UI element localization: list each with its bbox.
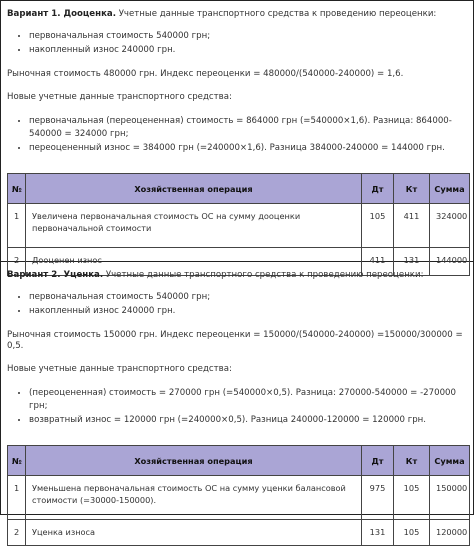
row-sum: 120000 bbox=[430, 520, 470, 546]
list-item: • первоначальная стоимость 540000 грн; bbox=[29, 291, 467, 304]
variant-2-new-list bbox=[7, 387, 467, 427]
row-debit: 105 bbox=[362, 204, 394, 248]
list-item: • накопленный износ 240000 грн. bbox=[29, 305, 467, 318]
row-number: 2 bbox=[8, 248, 26, 276]
row-credit: 105 bbox=[394, 476, 430, 520]
row-number: 1 bbox=[8, 476, 26, 520]
list-item: • переоцененный износ = 384000 грн (=240000×1,6). Разница 384000-240000 = 144000 грн. bbox=[29, 142, 467, 155]
list-item: • (переоцененная) стоимость = 270000 грн (=540000×0,5). Разница: 270000-540000 = -270000 грн; bbox=[29, 387, 467, 413]
col-header-credit: Кт bbox=[394, 446, 430, 476]
list-item: • первоначальная стоимость 540000 грн; bbox=[29, 30, 467, 43]
row-credit: 131 bbox=[394, 248, 430, 276]
row-credit: 105 bbox=[394, 520, 430, 546]
list-item: • накопленный износ 240000 грн. bbox=[29, 44, 467, 57]
col-header-debit: Дт bbox=[362, 446, 394, 476]
variant-2-new-data-label: Новые учетные данные транспортного средства: bbox=[7, 364, 232, 374]
col-header-number: № bbox=[8, 174, 26, 204]
col-header-debit: Дт bbox=[362, 174, 394, 204]
row-debit: 975 bbox=[362, 476, 394, 520]
row-operation: Увеличена первоначальная стоимость ОС на сумму дооценки первоначальной стоимости bbox=[26, 204, 362, 248]
variant-2-table bbox=[7, 445, 470, 546]
variant-2-heading bbox=[7, 270, 467, 281]
variant-1-heading bbox=[7, 9, 467, 20]
variant-2-title: Вариант 2. Уценка. bbox=[7, 270, 104, 280]
variant-1-new-list bbox=[7, 115, 467, 155]
col-header-number: № bbox=[8, 446, 26, 476]
table-row bbox=[8, 520, 470, 546]
variant-1-title: Вариант 1. Дооценка. bbox=[7, 9, 116, 19]
variant-2-title-rest: Учетные данные транспортного средства к проведению переоценки: bbox=[103, 270, 424, 280]
variant-2-section bbox=[0, 262, 474, 537]
col-header-credit: Кт bbox=[394, 174, 430, 204]
col-header-sum: Сумма bbox=[430, 446, 470, 476]
table-header-row bbox=[8, 446, 470, 476]
table-row bbox=[8, 204, 470, 248]
variant-1-initial-list bbox=[7, 30, 467, 57]
list-item: • первоначальная (переоцененная) стоимость = 864000 грн (=540000×1,6). Разница: 864000-540000 = 324000 грн; bbox=[29, 115, 467, 141]
row-debit: 131 bbox=[362, 520, 394, 546]
row-operation: Уценка износа bbox=[26, 520, 362, 546]
variant-2-market-line: Рыночная стоимость 150000 грн. Индекс переоценки = 150000/(540000-240000) =150000/300000 = 0,5. bbox=[7, 330, 463, 351]
row-operation: Дооценен износ bbox=[26, 248, 362, 276]
variant-1-market-line: Рыночная стоимость 480000 грн. Индекс переоценки = 480000/(540000-240000) = 1,6. bbox=[7, 69, 404, 79]
col-header-sum: Сумма bbox=[430, 174, 470, 204]
row-sum: 144000 bbox=[430, 248, 470, 276]
variant-1-title-rest: Учетные данные транспортного средства к проведению переоценки: bbox=[115, 9, 437, 19]
row-number: 1 bbox=[8, 204, 26, 248]
row-operation: Уменьшена первоначальная стоимость ОС на сумму уценки балансовой стоимости (=30000-150000). bbox=[26, 476, 362, 520]
row-sum: 150000 bbox=[430, 476, 470, 520]
variant-1-new-data-label: Новые учетные данные транспортного средства: bbox=[7, 92, 232, 102]
col-header-operation: Хозяйственная операция bbox=[26, 174, 362, 204]
row-number: 2 bbox=[8, 520, 26, 546]
col-header-operation: Хозяйственная операция bbox=[26, 446, 362, 476]
table-header-row bbox=[8, 174, 470, 204]
variant-1-table bbox=[7, 173, 470, 276]
row-credit: 411 bbox=[394, 204, 430, 248]
row-debit: 411 bbox=[362, 248, 394, 276]
row-sum: 324000 bbox=[430, 204, 470, 248]
list-item: • возвратный износ = 120000 грн (=240000×0,5). Разница 240000-120000 = 120000 грн. bbox=[29, 414, 467, 427]
variant-1-section bbox=[0, 0, 474, 265]
variant-2-initial-list bbox=[7, 291, 467, 318]
table-row bbox=[8, 476, 470, 520]
